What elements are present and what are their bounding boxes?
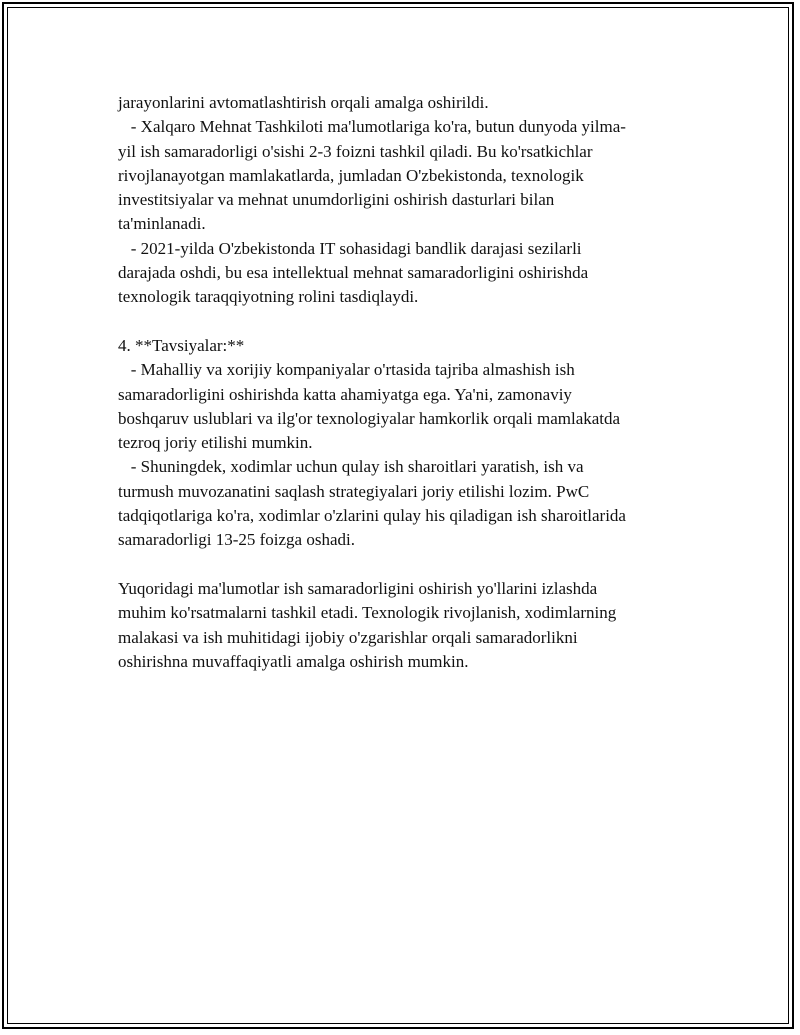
text-line: jarayonlarini avtomatlashtirish orqali amalga oshirildi. [118, 93, 489, 112]
text-line: samaradorligi 13-25 foizga oshadi. [118, 530, 355, 550]
text-line: - Xalqaro Mehnat Tashkiloti ma'lumotlariga ko'ra, butun dunyoda yilma- [118, 117, 626, 137]
text-line: Yuqoridagi ma'lumotlar ish samaradorligini oshirish yo'llarini izlashda [118, 578, 598, 598]
text-line: darajada oshdi, bu esa intellektual mehnat samaradorligini oshirishda [118, 263, 589, 283]
paragraph-gap [118, 310, 698, 334]
text-line: yil ish samaradorligi o'sishi 2-3 foizni tashkil qiladi. Bu ko'rsatkichlar [118, 141, 593, 161]
text-line: - Shuningdek, xodimlar uchun qulay ish sharoitlari yaratish, ish va [118, 457, 584, 477]
conclusion-paragraph [118, 577, 698, 674]
text-line: oshirishna muvaffaqiyatli amalga oshirish mumkin. [118, 651, 469, 671]
text-line: ta'minlanadi. [118, 214, 206, 234]
text-line: tezroq joriy etilishi mumkin. [118, 433, 313, 453]
text-line: malakasi va ish muhitidagi ijobiy o'zgarishlar orqali samaradorlikni [118, 627, 578, 647]
text-line: - 2021-yilda O'zbekistonda IT sohasidagi bandlik darajasi sezilarli [118, 238, 582, 258]
section-heading: 4. **Tavsiyalar:** [118, 335, 245, 355]
document-body [118, 91, 698, 674]
paragraph-gap [118, 553, 698, 577]
text-line: rivojlanayotgan mamlakatlarda, jumladan O'zbekistonda, texnologik [118, 165, 584, 185]
text-line: investitsiyalar va mehnat unumdorligini oshirish dasturlari bilan [118, 190, 555, 210]
text-line: samaradorligini oshirishda katta ahamiyatga ega. Ya'ni, zamonaviy [118, 384, 572, 404]
text-line: texnologik taraqqiyotning rolini tasdiqlaydi. [118, 287, 419, 307]
section-4-recommendations [118, 334, 698, 553]
text-line: turmush muvozanatini saqlash strategiyalari joriy etilishi lozim. PwC [118, 481, 590, 501]
text-line: muhim ko'rsatmalarni tashkil etadi. Texnologik rivojlanish, xodimlarning [118, 603, 617, 623]
text-line: tadqiqotlariga ko'ra, xodimlar o'zlarini qulay his qiladigan ish sharoitlarida [118, 506, 626, 526]
text-line: boshqaruv uslublari va ilg'or texnologiyalar hamkorlik orqali mamlakatda [118, 408, 621, 428]
text-line: - Mahalliy va xorijiy kompaniyalar o'rtasida tajriba almashish ish [118, 360, 575, 380]
section-3-continuation [118, 91, 698, 310]
